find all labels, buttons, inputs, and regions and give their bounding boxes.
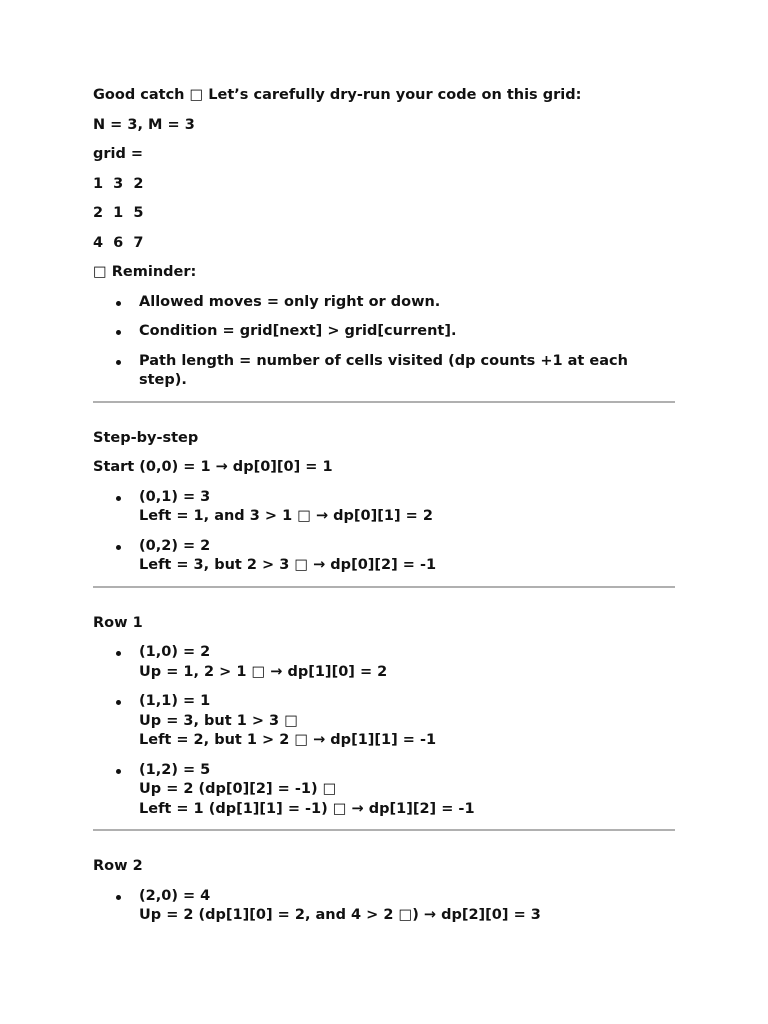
- cell-check: Left = 1, and 3 > 1 □ → dp[0][1] = 2: [139, 508, 433, 524]
- list-item: [93, 537, 675, 576]
- list-item-text: Path length = number of cells visited (dp counts +1 at each step).: [139, 352, 628, 388]
- reminder-list: [93, 293, 675, 391]
- section-heading: Step-by-step: [93, 429, 199, 446]
- cell-label: (1,1) = 1: [139, 693, 211, 709]
- step-list: [93, 643, 675, 819]
- list-item: [93, 352, 675, 391]
- section-heading: Row 1: [93, 614, 143, 631]
- list-item: [93, 692, 675, 751]
- cell-check: Up = 2 (dp[1][0] = 2, and 4 > 2 □) → dp[2][0] = 3: [139, 907, 541, 923]
- grid-dimensions: N = 3, M = 3: [93, 116, 195, 133]
- cell-label: (2,0) = 4: [139, 887, 211, 904]
- chat-response: [93, 86, 675, 936]
- list-item: [93, 643, 675, 682]
- section-divider: [93, 586, 675, 588]
- list-item-text: Condition = grid[next] > grid[current].: [139, 323, 457, 339]
- list-item: [93, 761, 675, 820]
- list-item: [93, 488, 675, 527]
- section-heading: Row 2: [93, 858, 143, 874]
- reminder-heading: □ Reminder:: [93, 264, 197, 280]
- cell-label: (1,2) = 5: [139, 761, 211, 778]
- grid-label: grid =: [93, 146, 144, 162]
- cell-label: (0,2) = 2: [139, 537, 211, 554]
- intro-title: Good catch □ Let’s carefully dry-run your code on this grid:: [93, 87, 582, 103]
- start-step: Start (0,0) = 1 → dp[0][0] = 1: [93, 459, 333, 475]
- cell-check: Up = 2 (dp[0][2] = -1) □: [139, 781, 337, 797]
- cell-check: Up = 3, but 1 > 3 □: [139, 712, 298, 729]
- step-list: [93, 488, 675, 576]
- list-item: [93, 887, 675, 926]
- cell-check: Left = 1 (dp[1][1] = -1) □ → dp[1][2] = -1: [139, 800, 475, 817]
- cell-label: (0,1) = 3: [139, 488, 211, 505]
- grid-row: 4 6 7: [93, 234, 144, 251]
- cell-check: Left = 2, but 1 > 2 □ → dp[1][1] = -1: [139, 732, 437, 748]
- grid-row: 2 1 5: [93, 205, 144, 221]
- step-list: [93, 887, 675, 926]
- list-item-text: Allowed moves = only right or down.: [139, 293, 441, 310]
- section-divider: [93, 401, 675, 403]
- list-item: [93, 293, 675, 313]
- cell-check: Up = 1, 2 > 1 □ → dp[1][0] = 2: [139, 663, 388, 680]
- cell-label: (1,0) = 2: [139, 644, 211, 660]
- cell-check: Left = 3, but 2 > 3 □ → dp[0][2] = -1: [139, 557, 437, 573]
- grid-row: 1 3 2: [93, 175, 144, 192]
- list-item: [93, 322, 675, 342]
- section-divider: [93, 829, 675, 831]
